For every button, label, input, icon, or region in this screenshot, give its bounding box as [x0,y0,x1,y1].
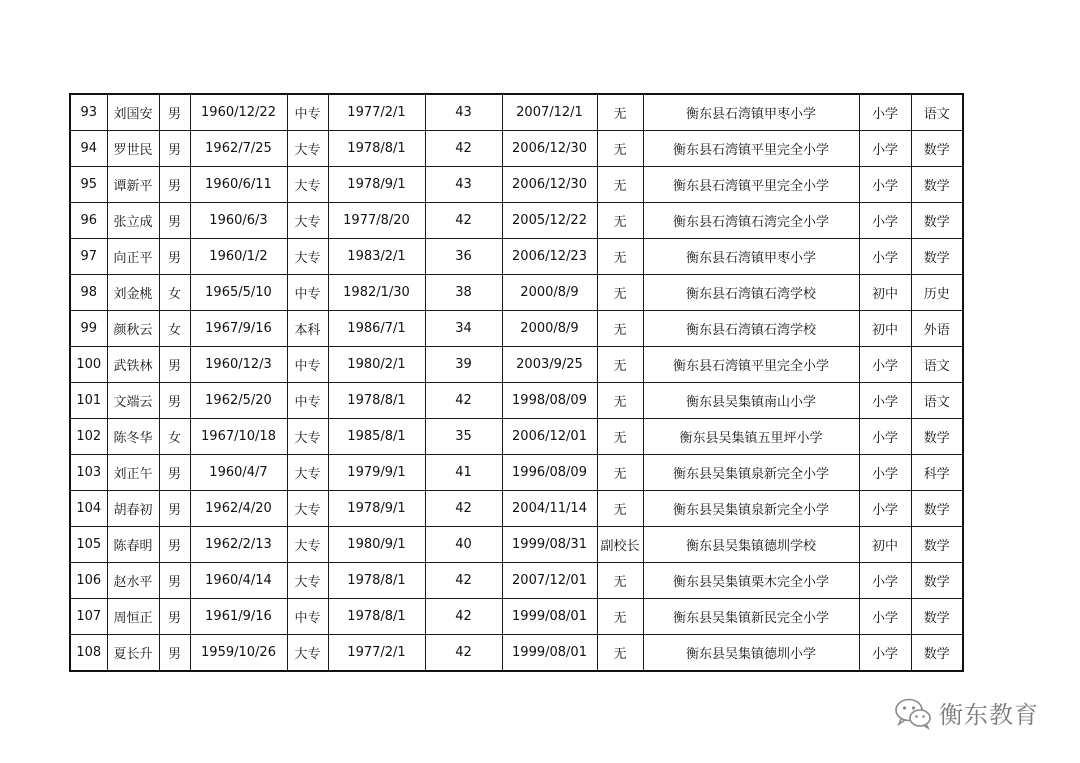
cell-years: 40 [425,527,502,563]
cell-level: 小学 [859,347,911,383]
cell-level: 初中 [859,275,911,311]
table-row [70,455,963,491]
cell-name: 刘金桃 [107,275,159,311]
cell-index: 93 [70,94,107,131]
cell-education: 中专 [287,599,328,635]
cell-years: 38 [425,275,502,311]
cell-years: 43 [425,94,502,131]
cell-education: 中专 [287,275,328,311]
cell-subject: 数学 [911,599,963,635]
cell-school: 衡东县吴集镇泉新完全小学 [643,491,859,527]
cell-level: 小学 [859,94,911,131]
cell-work-start: 1985/8/1 [328,419,425,455]
cell-index: 108 [70,635,107,672]
cell-level: 小学 [859,491,911,527]
cell-gender: 男 [159,383,190,419]
cell-education: 中专 [287,383,328,419]
cell-work-start: 1978/9/1 [328,167,425,203]
cell-level: 初中 [859,527,911,563]
cell-gender: 男 [159,563,190,599]
cell-birthdate: 1962/5/20 [190,383,287,419]
cell-gender: 女 [159,419,190,455]
cell-name: 张立成 [107,203,159,239]
cell-birthdate: 1967/9/16 [190,311,287,347]
table-row [70,635,963,672]
cell-title-date: 2006/12/30 [502,131,597,167]
cell-years: 42 [425,491,502,527]
cell-gender: 男 [159,527,190,563]
cell-education: 大专 [287,131,328,167]
cell-title-date: 2006/12/23 [502,239,597,275]
cell-subject: 数学 [911,167,963,203]
cell-subject: 数学 [911,635,963,672]
cell-education: 大专 [287,455,328,491]
cell-gender: 女 [159,311,190,347]
cell-education: 中专 [287,347,328,383]
cell-subject: 数学 [911,131,963,167]
cell-work-start: 1978/8/1 [328,563,425,599]
cell-education: 中专 [287,94,328,131]
cell-years: 42 [425,383,502,419]
table-row [70,563,963,599]
cell-level: 小学 [859,599,911,635]
cell-position: 无 [597,311,643,347]
cell-position: 无 [597,167,643,203]
cell-title-date: 2000/8/9 [502,275,597,311]
cell-subject: 数学 [911,203,963,239]
cell-gender: 男 [159,635,190,672]
watermark [893,695,1039,730]
cell-school: 衡东县吴集镇德圳学校 [643,527,859,563]
cell-years: 42 [425,563,502,599]
cell-level: 初中 [859,311,911,347]
cell-level: 小学 [859,131,911,167]
cell-index: 103 [70,455,107,491]
cell-title-date: 1999/08/01 [502,599,597,635]
cell-name: 陈冬华 [107,419,159,455]
cell-index: 99 [70,311,107,347]
cell-subject: 语文 [911,383,963,419]
cell-subject: 数学 [911,563,963,599]
cell-birthdate: 1962/4/20 [190,491,287,527]
cell-school: 衡东县石湾镇甲枣小学 [643,94,859,131]
cell-years: 36 [425,239,502,275]
cell-school: 衡东县吴集镇泉新完全小学 [643,455,859,491]
cell-subject: 科学 [911,455,963,491]
cell-birthdate: 1960/4/14 [190,563,287,599]
cell-name: 谭新平 [107,167,159,203]
cell-birthdate: 1960/6/3 [190,203,287,239]
cell-years: 39 [425,347,502,383]
table-row [70,599,963,635]
cell-title-date: 2006/12/01 [502,419,597,455]
cell-birthdate: 1960/4/7 [190,455,287,491]
cell-title-date: 2004/11/14 [502,491,597,527]
cell-position: 无 [597,347,643,383]
cell-title-date: 2005/12/22 [502,203,597,239]
cell-level: 小学 [859,383,911,419]
cell-index: 95 [70,167,107,203]
cell-title-date: 2007/12/1 [502,94,597,131]
cell-level: 小学 [859,239,911,275]
cell-subject: 历史 [911,275,963,311]
cell-name: 罗世民 [107,131,159,167]
cell-level: 小学 [859,635,911,672]
cell-gender: 男 [159,599,190,635]
cell-gender: 男 [159,203,190,239]
cell-work-start: 1980/2/1 [328,347,425,383]
table-body [70,94,963,671]
cell-work-start: 1982/1/30 [328,275,425,311]
cell-birthdate: 1967/10/18 [190,419,287,455]
cell-title-date: 2007/12/01 [502,563,597,599]
cell-years: 35 [425,419,502,455]
cell-name: 颜秋云 [107,311,159,347]
cell-education: 大专 [287,635,328,672]
table-row [70,311,963,347]
cell-gender: 男 [159,94,190,131]
cell-index: 100 [70,347,107,383]
cell-birthdate: 1965/5/10 [190,275,287,311]
cell-title-date: 2000/8/9 [502,311,597,347]
cell-years: 42 [425,131,502,167]
cell-index: 105 [70,527,107,563]
cell-birthdate: 1960/1/2 [190,239,287,275]
cell-school: 衡东县石湾镇石湾完全小学 [643,203,859,239]
cell-school: 衡东县石湾镇甲枣小学 [643,239,859,275]
cell-work-start: 1980/9/1 [328,527,425,563]
cell-index: 98 [70,275,107,311]
table-row [70,347,963,383]
table-row [70,131,963,167]
cell-work-start: 1978/8/1 [328,383,425,419]
cell-years: 42 [425,635,502,672]
cell-school: 衡东县吴集镇新民完全小学 [643,599,859,635]
cell-subject: 数学 [911,491,963,527]
cell-work-start: 1977/2/1 [328,94,425,131]
cell-birthdate: 1962/7/25 [190,131,287,167]
cell-years: 41 [425,455,502,491]
cell-school: 衡东县吴集镇五里坪小学 [643,419,859,455]
staff-table [69,93,964,672]
cell-years: 42 [425,599,502,635]
watermark-text: 衡东教育 [939,701,1039,729]
cell-name: 周恒正 [107,599,159,635]
cell-years: 43 [425,167,502,203]
cell-subject: 数学 [911,419,963,455]
cell-level: 小学 [859,167,911,203]
cell-index: 94 [70,131,107,167]
cell-school: 衡东县石湾镇平里完全小学 [643,131,859,167]
cell-birthdate: 1962/2/13 [190,527,287,563]
cell-title-date: 1998/08/09 [502,383,597,419]
cell-birthdate: 1961/9/16 [190,599,287,635]
cell-position: 无 [597,94,643,131]
cell-name: 刘国安 [107,94,159,131]
cell-position: 无 [597,563,643,599]
cell-work-start: 1978/8/1 [328,131,425,167]
cell-school: 衡东县石湾镇平里完全小学 [643,347,859,383]
cell-position: 无 [597,275,643,311]
cell-position: 无 [597,419,643,455]
cell-education: 大专 [287,491,328,527]
cell-work-start: 1986/7/1 [328,311,425,347]
cell-position: 无 [597,383,643,419]
table-row [70,383,963,419]
cell-work-start: 1977/2/1 [328,635,425,672]
table-row [70,527,963,563]
cell-gender: 男 [159,167,190,203]
table-row [70,275,963,311]
cell-gender: 男 [159,491,190,527]
table-row [70,491,963,527]
cell-position: 无 [597,635,643,672]
cell-education: 本科 [287,311,328,347]
cell-gender: 男 [159,455,190,491]
cell-birthdate: 1959/10/26 [190,635,287,672]
cell-gender: 男 [159,239,190,275]
cell-school: 衡东县吴集镇南山小学 [643,383,859,419]
cell-education: 大专 [287,239,328,275]
cell-level: 小学 [859,455,911,491]
cell-work-start: 1977/8/20 [328,203,425,239]
cell-education: 大专 [287,167,328,203]
cell-position: 无 [597,131,643,167]
table-row [70,167,963,203]
cell-work-start: 1979/9/1 [328,455,425,491]
table-row [70,203,963,239]
cell-name: 武铁林 [107,347,159,383]
cell-name: 文端云 [107,383,159,419]
cell-education: 大专 [287,203,328,239]
cell-years: 34 [425,311,502,347]
cell-name: 胡春初 [107,491,159,527]
cell-subject: 数学 [911,239,963,275]
cell-years: 42 [425,203,502,239]
cell-school: 衡东县吴集镇栗木完全小学 [643,563,859,599]
cell-name: 陈春明 [107,527,159,563]
cell-work-start: 1978/9/1 [328,491,425,527]
cell-level: 小学 [859,563,911,599]
table-row [70,239,963,275]
cell-index: 96 [70,203,107,239]
cell-school: 衡东县吴集镇德圳小学 [643,635,859,672]
cell-title-date: 2006/12/30 [502,167,597,203]
cell-education: 大专 [287,419,328,455]
cell-index: 107 [70,599,107,635]
cell-gender: 男 [159,131,190,167]
cell-index: 106 [70,563,107,599]
cell-school: 衡东县石湾镇石湾学校 [643,311,859,347]
cell-work-start: 1983/2/1 [328,239,425,275]
cell-position: 无 [597,203,643,239]
cell-education: 大专 [287,563,328,599]
cell-index: 104 [70,491,107,527]
cell-subject: 外语 [911,311,963,347]
cell-index: 97 [70,239,107,275]
cell-subject: 语文 [911,94,963,131]
cell-birthdate: 1960/6/11 [190,167,287,203]
cell-position: 无 [597,491,643,527]
cell-birthdate: 1960/12/3 [190,347,287,383]
cell-title-date: 1999/08/31 [502,527,597,563]
cell-name: 夏长升 [107,635,159,672]
cell-title-date: 2003/9/25 [502,347,597,383]
cell-birthdate: 1960/12/22 [190,94,287,131]
cell-education: 大专 [287,527,328,563]
cell-gender: 男 [159,347,190,383]
cell-work-start: 1978/8/1 [328,599,425,635]
cell-subject: 语文 [911,347,963,383]
cell-index: 101 [70,383,107,419]
cell-level: 小学 [859,203,911,239]
table-row [70,419,963,455]
cell-position: 无 [597,455,643,491]
cell-index: 102 [70,419,107,455]
cell-title-date: 1999/08/01 [502,635,597,672]
cell-position: 副校长 [597,527,643,563]
wechat-icon [893,696,933,730]
cell-school: 衡东县石湾镇石湾学校 [643,275,859,311]
cell-position: 无 [597,239,643,275]
cell-subject: 数学 [911,527,963,563]
cell-name: 向正平 [107,239,159,275]
cell-school: 衡东县石湾镇平里完全小学 [643,167,859,203]
cell-position: 无 [597,599,643,635]
cell-name: 赵水平 [107,563,159,599]
table-row [70,94,963,131]
cell-level: 小学 [859,419,911,455]
cell-title-date: 1996/08/09 [502,455,597,491]
cell-gender: 女 [159,275,190,311]
cell-name: 刘正午 [107,455,159,491]
